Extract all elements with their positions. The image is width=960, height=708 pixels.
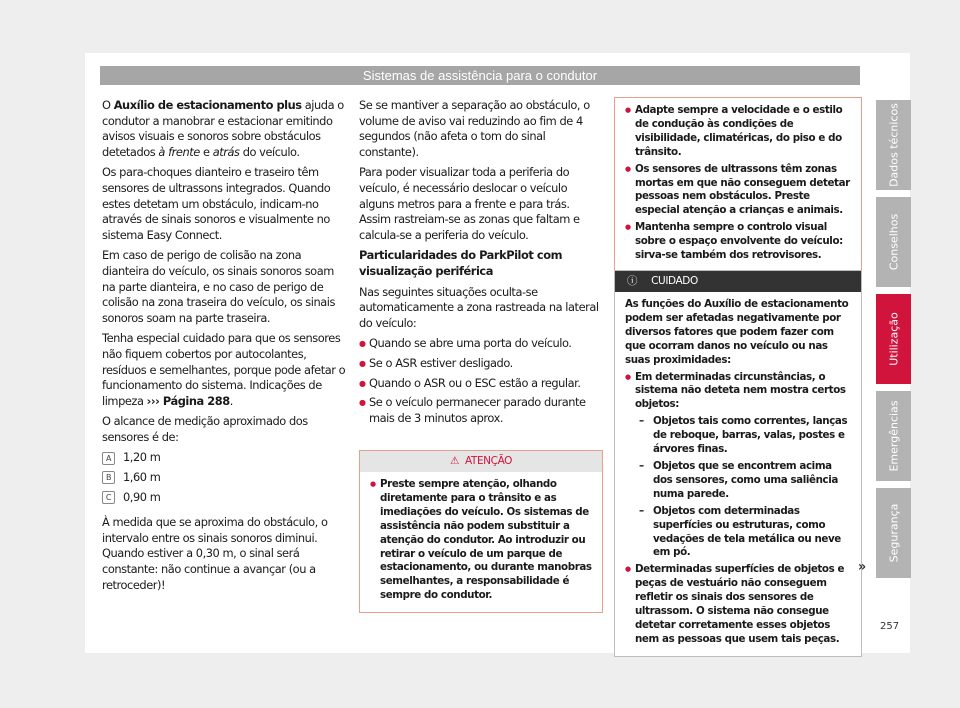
tab-conselhos[interactable]: Conselhos: [876, 197, 911, 287]
range-row: [102, 490, 348, 506]
column-1: [102, 98, 348, 598]
range-row: [102, 470, 348, 486]
info-circle-icon: ⓘ: [627, 275, 638, 287]
list-item: ● Quando o ASR ou o ESC estão a regular.: [359, 376, 604, 392]
list-item: ● Adapte sempre a velocidade e o estilo de condução às condições de visibilidade, climatéricas, do piso e do trânsito.: [625, 104, 851, 160]
list-item: ● Os sensores de ultrassons têm zonas mortas em que não conseguem detetar pessoas nem obstáculos. Preste especial atenção a crianças e animais.: [625, 163, 851, 219]
intro-paragraph: O Auxílio de estacionamento plus ajuda o condutor a manobrar e estacionar emitindo avisos visuais e sonoros sobre obstáculos detetados à frente e atrás do veículo.: [102, 98, 344, 159]
collision-paragraph: Em caso de perigo de colisão na zona dianteira do veículo, os sinais sonoros soam na parte dianteira, e no caso de perigo de colisão na zona traseira do veículo, os sinais sonoros soam na parte traseira.: [102, 248, 335, 325]
warning-text: ● Preste sempre atenção, olhando diretamente para o trânsito e as imediações do veículo. Os sistemas de assistência não podem substituir a atenção do condutor. Ao introduzir ou retirar o veículo de um parque de estacionamento, ou durante manobras semelhantes, a responsabilidade é sempre do condutor.: [370, 478, 592, 603]
list-item: ● Em determinadas circunstâncias, o sistema não deteta nem mostra certos objetos:: [625, 371, 851, 413]
range-letter-c: C: [102, 491, 115, 504]
sensors-paragraph: Os para-choques dianteiro e traseiro têm sensores de ultrassons integrados. Quando estes detetam um obstáculo, indicam-no através de sinais sonoros e visualmente no sistema Easy Connect.: [102, 165, 331, 242]
dash-item: – Objetos que se encontrem acima dos sensores, como uma saliência numa parede.: [625, 460, 851, 502]
list-item: ● Quando se abre uma porta do veículo.: [359, 336, 604, 352]
range-letter-b: B: [102, 471, 115, 484]
range-intro: O alcance de medição aproximado dos sensores é de:: [102, 414, 308, 444]
list-item: ● Mantenha sempre o controlo visual sobre o espaço envolvente do veículo: sirva-se também dos retrovisores.: [625, 221, 851, 263]
tab-utilizacao[interactable]: Utilização: [876, 294, 911, 384]
warning-title: ATENÇÃO: [464, 455, 513, 467]
cleaning-paragraph: Tenha especial cuidado para que os sensores não fiquem cobertos por autocolantes, resíduos e semelhantes, porque pode afetar o funcionamento do sistema. Indicações de limpeza ››› Página 288.: [102, 331, 346, 408]
list-item: ● Se o veículo permanecer parado durante mais de 3 minutos aprox.: [359, 395, 604, 426]
caution-box: [614, 270, 862, 657]
tab-seguranca[interactable]: Segurança: [876, 488, 911, 578]
page-header: Sistemas de assistência para o condutor: [100, 66, 860, 85]
column-2: [359, 98, 604, 430]
page-reference-link[interactable]: ››› Página 288: [146, 393, 230, 408]
range-value: 1,20 m: [123, 450, 161, 465]
approach-paragraph: À medida que se aproxima do obstáculo, o intervalo entre os sinais sonoros diminui. Quando estiver a 0,30 m, o sinal será constante: não continue a avançar (ou a retroceder)!: [102, 515, 328, 592]
page-number: 257: [880, 621, 900, 632]
tab-emergencias[interactable]: Emergências: [876, 391, 911, 481]
list-item: ● Determinadas superfícies de objetos e peças de vestuário não conseguem refletir os sinais dos sensores de ultrassom. O sistema não consegue detetar corretamente esses objetos nem as pessoas que usem tais peças.: [625, 563, 851, 646]
list-item: ● Se o ASR estiver desligado.: [359, 356, 604, 372]
warning-continuation-box: [614, 97, 862, 273]
caution-title: CUIDADO: [651, 275, 698, 287]
caution-intro: As funções do Auxílio de estacionamento podem ser afetadas negativamente por diversos fatores que podem fazer com que ocorram danos no veículo ou nas suas proximidades:: [625, 298, 849, 366]
dash-item: – Objetos com determinadas superfícies ou estruturas, como vedações de tela metálica ou neve em pó.: [625, 505, 851, 561]
range-value: 1,60 m: [123, 470, 161, 485]
continue-mark: »: [858, 559, 867, 575]
warning-box: [359, 450, 603, 613]
dash-item: – Objetos tais como correntes, lanças de reboque, barras, valas, postes e árvores finas.: [625, 415, 851, 457]
range-row: [102, 450, 348, 466]
warning-triangle-icon: ⚠: [449, 455, 459, 467]
section-heading: Particularidades do ParkPilot com visualização periférica: [359, 248, 562, 278]
range-value: 0,90 m: [123, 489, 161, 504]
volume-paragraph: Se se mantiver a separação ao obstáculo, o volume de aviso vai reduzindo ao fim de 4 segundos (não afeta o tom do sinal constante).: [359, 98, 590, 159]
hide-zone-paragraph: Nas seguintes situações oculta-se automaticamente a zona rastreada na lateral do veículo:: [359, 284, 599, 330]
periphery-paragraph: Para poder visualizar toda a periferia do veículo, é necessário deslocar o veículo alguns metros para a frente e para trás. Assim rastreiam-se as zonas que faltam e calcula-se a periferia do veículo.: [359, 165, 580, 242]
range-letter-a: A: [102, 452, 115, 465]
tab-dados-tecnicos[interactable]: Dados técnicos: [876, 100, 911, 190]
